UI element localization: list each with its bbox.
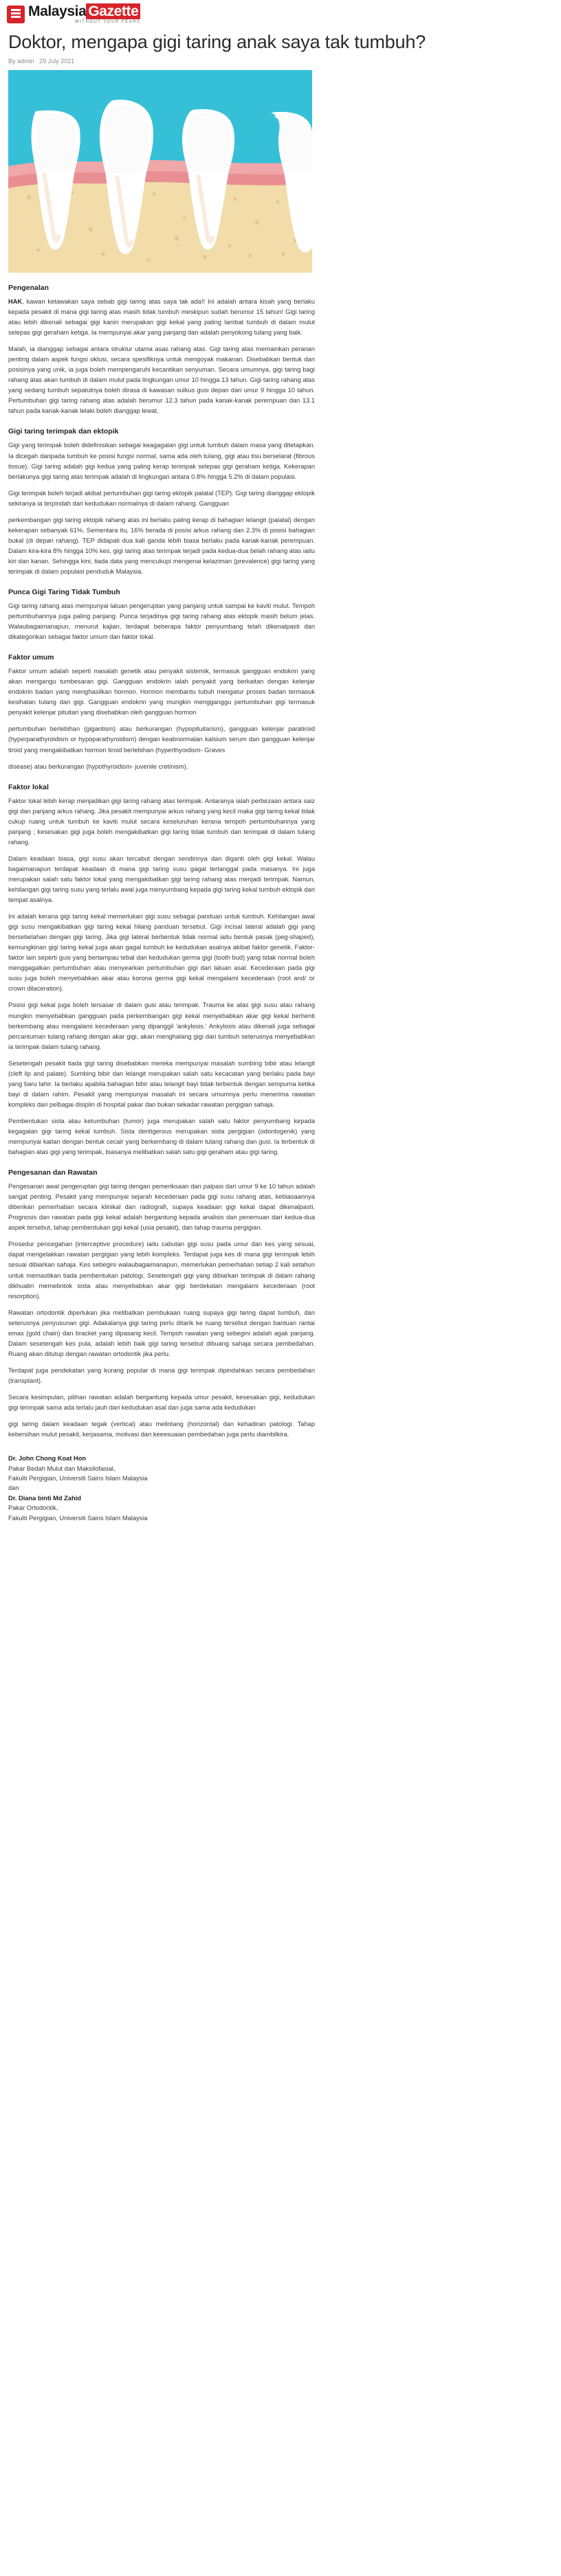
- paragraph: Prosedur pencegahan (interceptive procedure) iaitu cabutan gigi susu pada umur dan kes yang sesuai, dapat mengelakkan rawatan pergigian yang lebih kompleks. Terdapat juga kes di mana gigi terimpak lebih sesuai dibiarkan sahaja. Kes sebegini walaubagaimanapun, memerlukan pemerhatian setiap 2 kali setahun untuk memastikan tiada pembentukan patologi. Sesetengah gigi yang dibiarkan terimpak di dalam rahang dikhuatiri memebntok sista atau menyebabkan akar gigi berdekatan mengalami kecederaan (root resorption).: [8, 1241, 315, 1300]
- section-heading: Faktor lokal: [8, 782, 49, 791]
- signoff-name: Dr. John Chong Koat Hon: [8, 1455, 87, 1462]
- signoff-name: Dr. Diana binti Md Zahid: [8, 1494, 81, 1502]
- paragraph: Faktor lokal lebih kerap menjadikan gigi taring rahang atas terimpak. Antaranya ialah perbezaan antara saiz gigi dan panjang arkus rahang. Jika pesakit mempunyai arkus rahang yang kecil maka gigi taring kekal tidak cukup ruang untuk tumbuh ke kaviti mulut secara keseluruhan kerana tempoh pertumbuhannya yang panjang ; kesesakan gigi juga boleh mengakibatkan gigi taring tidak tumbuh dan terimpak di dalam tulang rahang.: [8, 797, 315, 846]
- section-heading: Punca Gigi Taring Tidak Tumbuh: [8, 588, 120, 597]
- logo-word-malaysia: Malaysia: [28, 3, 87, 19]
- section-heading: Pengesanan dan Rawatan: [8, 1168, 98, 1177]
- article-body: [0, 284, 323, 1544]
- paragraph: Gigi yang terimpak boleh didefinisikan sebagai keagagalan gigi untuk tumbuh dalam masa yang ditetapkan. Ia dicegah daripada tumbuh ke posisi fungsi normal, sama ada oleh tulang, gigi atau tisu berselarat (fibrous tissue). Gigi taring adalah gigi kedua yang paling kerap terimpak selepas gigi geraham ketiga. Kekerapan berlakunya gigi taring atas terimpak adalah di lingkungan antara 0.8% hingga 5.2% di dalam populasi.: [8, 442, 315, 480]
- paragraph: disease) atau berkurangan (hypothyroidism- juvenile cretinism).: [8, 762, 188, 770]
- logo-word-gazette: Gazette: [86, 3, 140, 19]
- byline-prefix: By: [8, 57, 16, 65]
- page-title: Doktor, mengapa gigi taring anak saya tak tumbuh?: [8, 32, 426, 52]
- paragraph: Gigi taring rahang atas mempunyai laluan pengeruptan yang panjang untuk sampai ke kaviti mulut. Tempoh pertumbuhannya juga paling panjang. Punca terjadinya gigi taring rahang atas ektopik masih belum jelas. Walaubagaimanapun, menurut kajian, terdapat beberapa faktor penyumbang telah dikenalpasti dan dikategorikan sebagai faktor umum dan faktor lokal.: [8, 602, 315, 641]
- section-heading: Pengenalan: [8, 283, 49, 292]
- gazette-logo-icon[interactable]: [7, 5, 25, 23]
- signoff-title: Pakar Ortodontik,: [8, 1504, 58, 1512]
- byline: [8, 58, 553, 65]
- paragraph: Dalam keadaan biasa, gigi susu akan tercabut dengan sendirinya dan diganti oleh gigi kekal. Walau bagaimanapun terdapat keadaan di mana gigi taring susu gagal tertanggal pada masanya. Ini juga merupakan salah satu faktor lokal yang mengakibatkan gigi taring rahang atas menjadi terimpak. Namun, kehilangan gigi taring susu yang terlalu awal juga menyumbang kepada gigi taring kekal tumbuh ektopik dari tempat asalnya.: [8, 855, 315, 904]
- site-masthead: [0, 0, 561, 27]
- signoff-title: Fakulti Pergigian, Universiti Sains Islam Malaysia: [8, 1514, 148, 1522]
- article-header: [0, 27, 561, 65]
- paragraph: Ini adalah kerana gigi taring kekal memerlukan gigi susu sebagai panduan untuk tumbuh. Kehilangan awal gigi susu mengakibatkan gigi taring kekal hilang panduan tersebut. Gigi incisal lateral adalah gigi yang bersebelahan dengan gigi taring. Jika gigi lateral berbentuk tidak normal iaitu bentuk pasak (peg-shaped), kemungkinan gigi taring kekal juga akan gagal tumbuh ke kedudukan asalnya akibat faktor genetik. Faktor-faktor lain seperti gusi yang bertampau tebal dan kedudukan germa gigi (tooth bud) yang tidak normal boleh menggagalkan pertumbuhan atau menyearkan pertumbuhan gigi dari laluan asal. Kecederaan pada gigi susu juga boleh menyebabkan akar atau korona germa gigi kekal mengalami kecederaan (root and/ or crown dilaceration).: [8, 913, 315, 993]
- paragraph: HAK, kawan ketawakan saya sebab gigi taring atas saya tak ada!! Ini adalah antara kisah yang berlaku kepada pesakit di mana gigi taring atas masih tidak tumbuh meskipun sudah berumur 15 tahun! Gigi taring atau lebih dikenali sebagai gigi kanin merupakan gigi kekal yang paling lambat tumbuh di dalam mulut selepas gigi geraham ketiga. Ia mempunyai akar yang panjang dan adalah penyokong tulang yang baik.: [8, 297, 315, 337]
- paragraph: Sesetengah pesakit tiada gigi taring disebabkan mereka mempunyai masalah sumbing bibir atau lelangit (cleft lip and palate). Sumbing bibir dan lelangit merupakan salah satu kecacatan yang berlaku pada bayi yang baru lahir. Ia berlaku apabila bahagian bibir atau lelangit bayi tidak terbentuk dengan sempurna ketika bayi di dalam rahim. Pesakit yang mempunyai masalah ini secara umumnya perlu menerima rawatan kompleks dari pelbagai disiplin di hospital pakar dan bukan sekadar rawatan pergigian sahaja.: [8, 1059, 315, 1108]
- paragraph: Gigi terimpak boleh terjadi akibat pertumbuhan gigi taring ektopik palatal (TEP). Gigi taring dianggap ektopik sekiranya ia terpindah dari kedudukan normalnya di dalam rahang. Gangguan: [8, 489, 315, 507]
- hero-illustration: [8, 70, 312, 273]
- paragraph: Faktor umum adalah seperti masalah genetik atau penyakit sistemik, termasuk gangguan endokrin yang akan mengangu tumbesaran gigi. Gangguan endokrin ialah penyakit yang berkaitan dengan kelenjar endokrin badan yang menghasilkan hormon. Hormon membantu tubuh mengatur proses badan termasuk kesihatan tulang dan gigi. Gangguan endokrin yang mungkin mengganggu pertumbuhan gigi termasuk penyakit kelenjar pituitari yang disebabkan oleh gangguan hormon: [8, 668, 315, 716]
- paragraph: perkembangan gigi taring ektopik rahang atas ini berlaku paling kerap di bahagian lelangit (palatal) dengan kekerapan sebanyak 61%. Sementara itu, 16% berada di posisi arkus rahang dan 2.3% di posisi bahagian bukal (di depan rahang). TEP didapati dua kali ganda lebih biasa berlaku pada kanak-kanak perempuan. Dalam kira-kira 8% hingga 10% kes, gigi taring atas terimpak terjadi pada kedua-dua belah rahang atas iaitu kiri dan kanan. Sehingga kini, tiada data yang mencukupi mengenai kelaziman (prevalence) gigi taring yang terimpak di dalam populasi penduduk Malaysia.: [8, 516, 315, 575]
- section-heading: Faktor umum: [8, 653, 54, 662]
- paragraph: Posisi gigi kekal juga boleh tersasar di dalam gusi atau terimpak. Trauma ke atas gigi susu atau rahang mungkin menyebabkan gangguan pada perkembangan gigi kekal menyebabkan akar gigi kekal berhenti berkembang atau mengalami kecederaan yang dipanggil 'ankylosis.' Ankylosis atau dikenali juga sebagai percantuman tulang rahang dengan akar gigi, akan menghalang gigi dari tumbuh seterusnya menyebabkan ia terimpak dalam tulang rahang.: [8, 1002, 315, 1050]
- section-heading: Gigi taring terimpak dan ektopik: [8, 427, 119, 436]
- paragraph: pertumbuhan berlebihan (gigantism) atau berkurangan (hypopituitarism), gangguan kelenjar paratiroid (hyperparathyroidism or hypoparathyroidism) dengan keabnormalan kalsium serum dan gangguan kelenjar tiroid yang mengakibatkan hormon tiroid berlebihan (hyperthyoidism- Graves: [8, 725, 315, 754]
- paragraph: Malah, ia dianggap sebagai antara struktur utama asas rahang atas. Gigi taring atas memainkan peranan penting dalam aspek fungsi oklusi, secara spesifiknya untuk mengoyak makanan. Disebabkan bentuk dan posisinya yang unik, ia juga boleh mempengaruhi kecantikan senyuman. Secara umumnya, gigi taring bagi rahang atas akan tumbuh di dalam mulut pada lingkungan umur 10 hingga 13 tahun. Gigi taring rahang atas yang sedang tumbuh sepatutnya boleh dirasa di kawasan sulkus gusi depan dari umur 9 hingga 10 tahun. Pertumbuhan gigi taring rahang atas adalah berumur 12.3 tahun pada kanak-kanak perempuan dan 13.1 tahun pada kanak-kanak lelaki boleh dianggap lewat.: [8, 346, 315, 415]
- paragraph: Rawatan ortodontik diperlukan jika melibatkan pembukaan ruang supaya gigi taring dapat tumbuh, dan seterusnya penyusunan gigi. Adakalanya gigi taring perlu ditarik ke ruang tersebut dengan bantuan rantai emas (gold chain) dan bracket yang dipasang kecil. Tempoh rawatan yang sebegini adalah agak panjang. Dalam sesetengah kes pula, adalah lebih baik gigi taring tersebut dibuang sahaja secara pembedahan. Ruang akan ditutup dengan rawatan ortodontik jika perlu.: [8, 1309, 315, 1357]
- site-logo[interactable]: [28, 4, 140, 24]
- teeth-gum-diagram: [8, 70, 312, 273]
- signoff-title: Fakulti Pergigian, Universiti Sains Islam Malaysia: [8, 1474, 148, 1482]
- paragraph: Pengesanan awal pengeruptan gigi taring dengan pemeriksaan dan palpasi dari umur 9 ke 10 tahun adalah sangat penting. Pesakit yang mempunyai sejarah kecederaan pada gigi susu rahang atas, kebiasaannya diberikan pemerhatian secara klinikal dan radiografi, supaya keadaan gigi kekal dapat dikenalpasti. Prognosis dan rawatan pada gigi kekal adalah bergantung kepada analisis dan penemuan dari kedua-dua aspek tersebut, tahap pembentukan gigi kekal (usia pesakit), dan tahap trauma pergigian.: [8, 1183, 315, 1232]
- publish-date: 29 July 2021: [39, 57, 75, 65]
- logo-tagline: WITHOUT YOUR FEARS: [74, 20, 141, 24]
- paragraph: Secara kesimpulan, pilihan rawatan adalah bergantung kepada umur pesakit, kesesakan gigi, kedudukan gigi terimpak sama ada terlalu jauh dari kedudukan asal dan juga sama ada kedudukan: [8, 1393, 315, 1412]
- author-name[interactable]: admin: [17, 57, 34, 65]
- signoff-connector: dan: [8, 1484, 19, 1492]
- paragraph: Terdapat juga pendekatan yang kurang popular di mana gigi terimpak dipindahkan secara pembedahan (transplant).: [8, 1366, 315, 1384]
- paragraph: Pembentukan sista atau ketumbuhan (tumor) juga merupakan salah satu faktor penyumbang kepada kegagalan gigi taring kekal tumbuh. Sista dentigerous merupakan sista pergigian (odontogenik) yang mempunyai kaitan dengan bentuk cecair yang berkembang di dalam tulang rahang dan gusi. Ia terbentuk di bahagian atas gigi yang terimpak, biasanya melibatkan salah satu gigi geraham atau gigi taring.: [8, 1117, 315, 1156]
- paragraph: gigi taring dalam keadaan tegak (vertical) atau melintang (horizontal) dan kehadiran patologi. Tahap kebersihan mulut pesakit, kerjasama, motivasi dan keeesuaian pembedahan juga perlu diambilkira.: [8, 1421, 315, 1438]
- author-signoff: [8, 1454, 315, 1523]
- signoff-title: Pakar Bedah Mulut dan Maksilofasial,: [8, 1465, 116, 1472]
